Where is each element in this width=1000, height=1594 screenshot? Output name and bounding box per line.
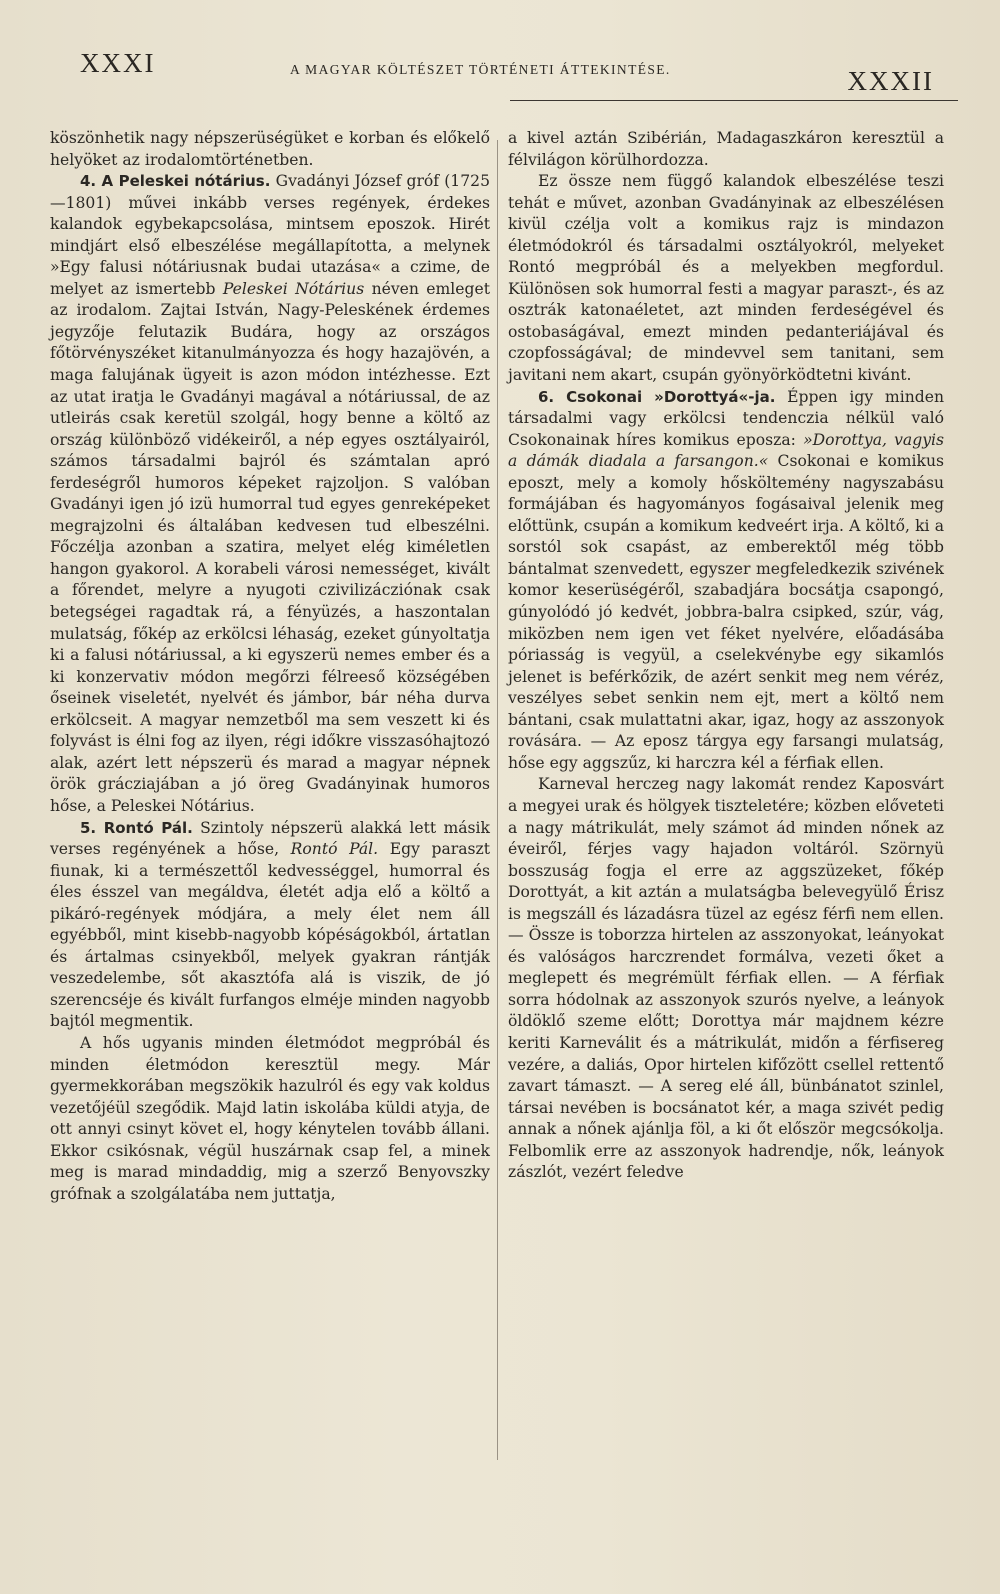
paragraph-text: Éppen igy minden társadalmi vagy erkölcsi tendenczia nélkül való Csokonainak híres komikus eposza: <box>508 387 944 449</box>
paragraph-text: Szintoly népszerü alakká lett másik verses regényének a hőse, <box>50 818 490 859</box>
paragraph-text: Csokonai e komikus eposzt, mely a komoly hősköltemény nagyszabásu formájában és hagyományos fogásaival jelenik meg előttünk, csupán a komikum kedveért irja. A költő, ki a sorstól sok csapást, az emberektől még több bántalmat szenvedett, egyszer megfeledkezik szivének komor keserüségéről, szabadjára bocsátja csapongó, gúnyolódó jó kedvét, jobbra-balra csipked, szúr, vág, miközben nem igen vet féket nyelvére, előadásába póriasság is vegyül, a cselekvénybe egy sikamlós jelenet is beférkőzik, de azért senkit meg nem véréz, veszélyes sebet senkin nem ejt, mert a költő nem bántani, csak mulattatni akar, igaz, hogy az asszonyok rovására. — Az eposz tárgya egy farsangi mulatság, hőse egy aggszűz, ki harczra kél a férfiak ellen. <box>508 452 944 772</box>
running-title: A MAGYAR KÖLTÉSZET TÖRTÉNETI ÁTTEKINTÉSE. <box>290 62 671 77</box>
page-number-left: XXXI <box>80 48 156 78</box>
section-6 <box>508 387 944 775</box>
paragraph: köszönhetik nagy népszerüségüket e korban és előkelő helyöket az irodalomtörténetben. <box>50 129 490 169</box>
header-rule <box>510 100 958 101</box>
section-heading: 5. Rontó Pál. <box>80 818 193 837</box>
section-4 <box>50 171 490 817</box>
left-column <box>50 128 490 1205</box>
paragraph-text: Gvadányi József gróf (1725—1801) művei inkább verses regények, érdekes kalandok egybekapcsolása, mintsem eposzok. Hirét mindjárt első elbeszélése megállapította, a melynek »Egy falusi nótáriusnak budai utazása« a czime, de melyet az ismertebb <box>50 172 490 298</box>
page-header <box>80 48 940 96</box>
paragraph: a kivel aztán Szibérián, Madagaszkáron keresztül a félvilágon körülhordozza. <box>508 129 944 169</box>
column-divider <box>497 140 498 1460</box>
section-heading: 6. Csokonai »Dorottyá«-ja. <box>538 387 776 406</box>
right-column <box>508 128 944 1184</box>
paragraph-text: néven emleget az irodalom. Zajtai István, Nagy-Peleskének érdemes jegyzője felutazik Budára, hogy az országos főtörvényszéket kitanulmányozza és hogy hazajövén, a maga falujának ügyeit is azon módon intézhesse. Ezt az utat iratja le Gvadányi magával a nótáriussal, de az utleirás csak keretül szolgál, hogy benne a költő az ország különböző vidékeiről, a nép egyes osztályairól, számos társadalmi bajról és számtalan apró ferdeségről humoros képeket rajzoljon. S valóban Gvadányi igen jó izü humorral tud egyes genreképeket megrajzolni és általában kedvesen tud elbeszélni. Főczélja azonban a szatira, melyet elég kiméletlen hangon gyakorol. A korabeli városi nemességet, kivált a főrendet, melyre a nyugoti czivilizácziónak csak betegségei ragadtak rá, a fényüzés, a haszontalan mulatság, főkép az erkölcsi léhaság, ezeket gúnyoltatja ki a falusi nótáriussal, a ki egyszerü nemes ember és a ki konzervativ módon megőrzi félreeső községében őseinek viseletét, nyelvét és jámbor, bár néha durva erkölcseit. A magyar nemzetből ma sem veszett ki és folyvást is élni fog az ilyen, régi időkre visszasóhajtozó alak, azért lett népszerü és marad a magyar népnek örök grácziajában a jó öreg Gvadányinak humoros hőse, a Peleskei Nótárius. <box>50 279 490 815</box>
section-5 <box>50 818 490 1033</box>
paragraph-text: Egy paraszt fiunak, ki a természettől kedvességgel, humorral és éles ésszel van megáldva, életét adja elő a költő a pikáró-regények módjára, a mely élet nem áll egyébből, mint kisebb-nagyobb kópéságokból, ártatlan és ártalmas csinyekből, melyek gyakran rántják veszedelembe, sőt akasztófa alá is viszik, de jó szerencséje és kivált furfangos elméje minden nagyobb bajtól megmentik. <box>50 840 490 1031</box>
italic-title: Rontó Pál. <box>290 840 379 859</box>
paragraph: Ez össze nem függő kalandok elbeszélése teszi tehát e művet, azonban Gvadányinak az elbeszélésen kivül czélja volt a komikus rajz is mindazon életmódokról és társadalmi osztályokról, melyeket Rontó megpróbál és a melyekben megfordul. Különösen sok humorral festi a magyar paraszt-, és az osztrák katonaéletet, azt minden ferdeségével és ostobaságával, emezt minden pedanteriájával és czopfosságával; de mindevvel sem tanitani, sem javitani nem akart, csupán gyönyörködtetni kivánt. <box>508 172 944 385</box>
italic-title: »Dorottya, vagyis a dámák diadala a farsangon.« <box>508 430 945 471</box>
paragraph: Karneval herczeg nagy lakomát rendez Kaposvárt a megyei urak és hölgyek tiszteletére; közben előveteti a nagy mátrikulát, mely számot ád minden nőnek az éveiről, férjes vagy hajadon voltáról. Szörnyü bosszuság fogja el erre az aggszüzeket, főkép Dorottyát, a kit aztán a mulatságba belevegyülő Érisz is megszáll és lázadásra tüzel az egész férfi nem ellen. — Össze is toborzza hirtelen az asszonyokat, leányokat és valóságos harczrendet formálva, vezeti őket a meglepett és megrémült férfiak ellen. — A férfiak sorra hódolnak az asszonyok szurós nyelve, a leányok öldöklő szeme előtt; Dorottya már majdnem kézre keriti Karneválit és a mátrikulát, midőn a férfisereg vezére, a daliás, Opor hirtelen kifőzött csellel rettentő zavart támaszt. — A sereg elé áll, bünbánatot szinlel, társai nevében is bocsánatot kér, a maga szivét pedig annak a nőnek ajánlja föl, a ki őt először megcsókolja. Felbomlik erre az asszonyok hadrendje, nők, leányok zászlót, vezért feledve <box>508 775 944 1182</box>
paragraph: A hős ugyanis minden életmódot megpróbál és minden életmódon keresztül megy. Már gyermekkorában megszökik hazulról és egy vak koldus vezetőjéül szegődik. Majd latin iskolába küldi atyja, de ott annyi csinyt követ el, hogy kénytelen tovább állani. Ekkor csikósnak, végül huszárnak csap fel, a minek meg is marad mindaddig, mig a szerző Benyovszky grófnak a szolgálatába nem juttatja, <box>50 1033 490 1203</box>
section-heading: 4. A Peleskei nótárius. <box>80 172 271 191</box>
page-number-right: XXXII <box>847 66 934 96</box>
italic-title: Peleskei Nótárius <box>222 279 365 298</box>
